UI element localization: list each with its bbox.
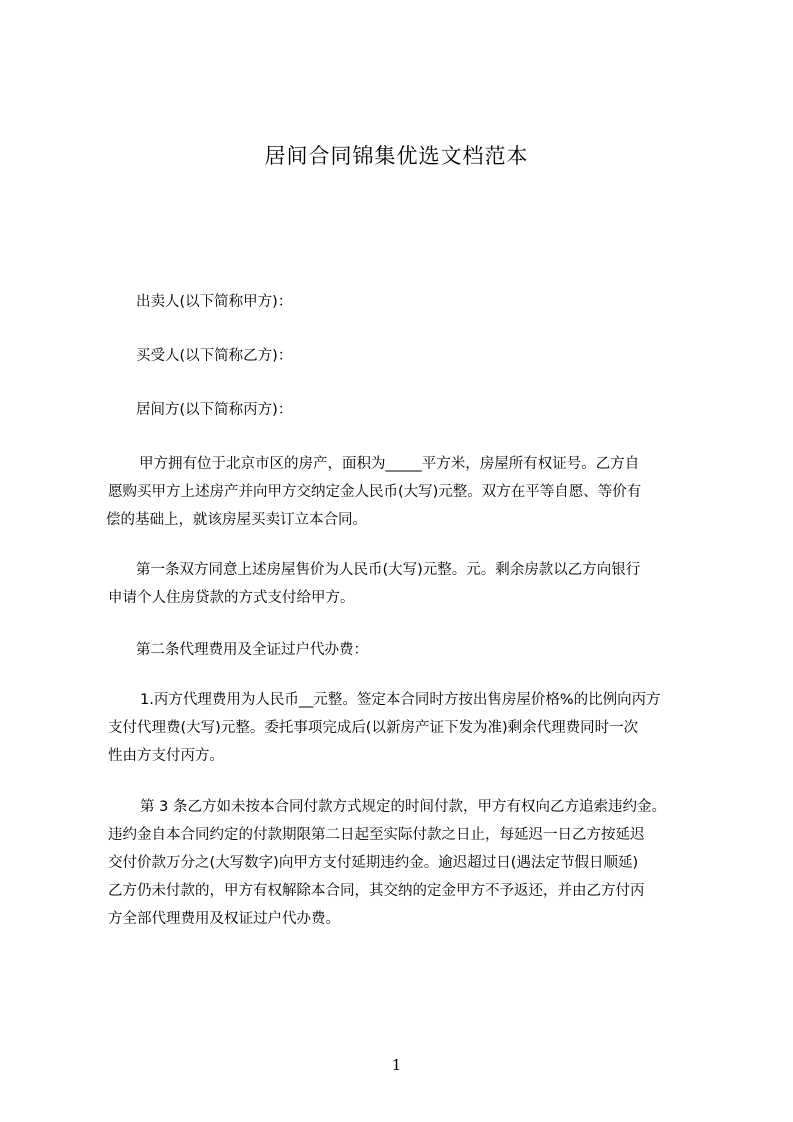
article2-item1-line: 支付代理费(大写)元整。委托事项完成后(以新房产证下发为准)剩余代理费同时一次 <box>108 720 639 736</box>
article2-item1-line: 1.丙方代理费用为人民币__元整。签定本合同时方按出售房屋价格%的比例向丙方 <box>140 692 661 708</box>
agent-line: 居间方(以下简称丙方)： <box>136 402 293 418</box>
article3-line: 违约金自本合同约定的付款期限第二日起至实际付款之日止，每延迟一日乙方按延迟 <box>108 827 645 843</box>
buyer-line: 买受人(以下简称乙方)： <box>136 348 293 364</box>
page-number: 1 <box>391 1056 402 1074</box>
article3-line: 第 3 条乙方如未按本合同付款方式规定的时间付款，甲方有权向乙方追索违约金。 <box>140 799 666 815</box>
article3-line: 交付价款万分之(大写数字)向甲方支付延期违约金。逾迟超过日(遇法定节假日顺延) <box>108 855 639 871</box>
intro-line: 甲方拥有位于北京市区的房产，面积为_____平方米，房屋所有权证号。乙方自 <box>139 456 640 472</box>
intro-line: 愿购买甲方上述房产并向甲方交纳定金人民币(大写)元整。双方在平等自愿、等价有 <box>108 484 642 500</box>
article2-item1-line: 性由方支付丙方。 <box>108 748 224 764</box>
article3-line: 方全部代理费用及权证过户代办费。 <box>108 911 340 927</box>
article1-line: 申请个人住房贷款的方式支付给甲方。 <box>108 590 355 606</box>
article2-heading: 第二条代理费用及全证过户代办费： <box>136 642 368 658</box>
article3-line: 乙方仍未付款的，甲方有权解除本合同，其交纳的定金甲方不予返还，并由乙方付丙 <box>108 883 645 899</box>
intro-line: 偿的基础上，就该房屋买卖订立本合同。 <box>106 512 367 528</box>
document-title: 居间合同锦集优选文档范本 <box>264 144 529 168</box>
seller-line: 出卖人(以下简称甲方)： <box>136 294 293 310</box>
article1-line: 第一条双方同意上述房屋售价为人民币(大写)元整。元。剩余房款以乙方向银行 <box>136 562 641 578</box>
